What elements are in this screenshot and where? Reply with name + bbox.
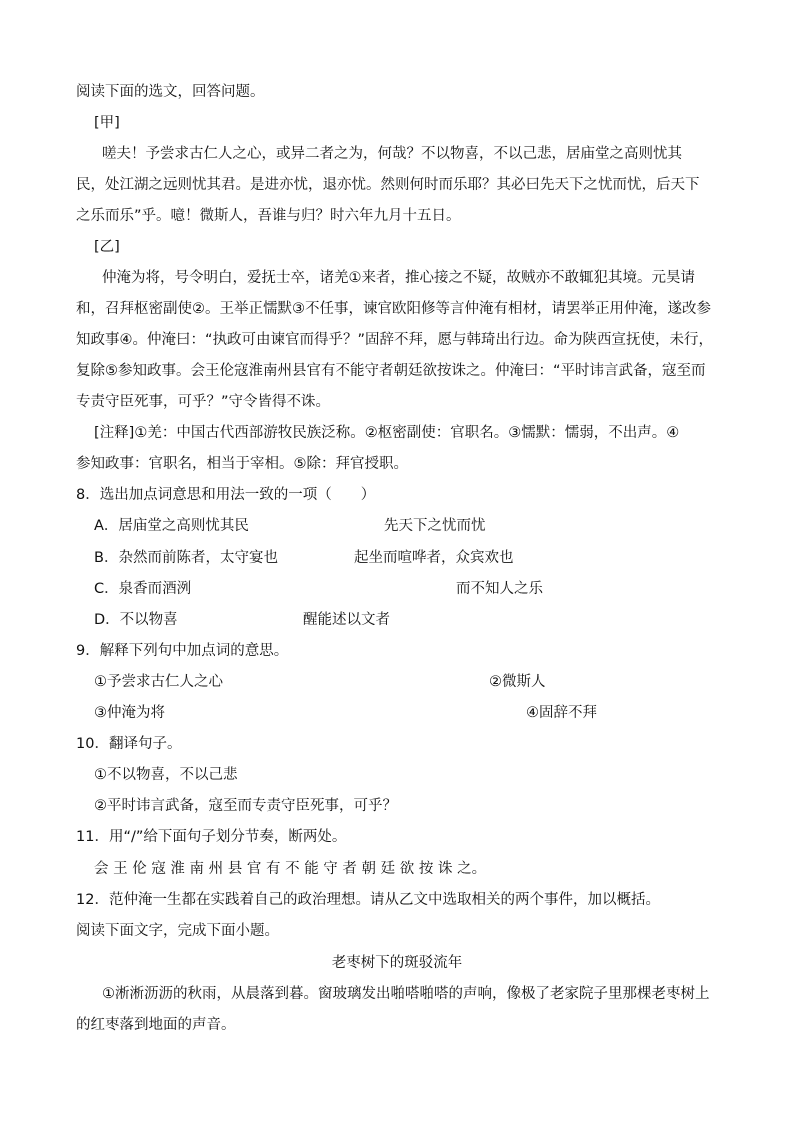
passage-yi-line: 和，召拜枢密副使②。王举正懦默③不任事，谏官欧阳修等言仲淹有相材，请罢举正用仲淹，遂改参	[76, 301, 711, 317]
passage-jia-label: [甲]	[94, 115, 120, 131]
annotation-line: [注释]①羌：中国古代西部游牧民族泛称。②枢密副使：官职名。③懦默：懦弱，不出声。④	[94, 425, 680, 441]
passage-yi-line: 复除⑤参知政事。会王伦寇淮南州县官有不能守者朝廷欲按诛之。仲淹曰：“平时讳言武备，寇至而	[76, 363, 706, 379]
question-8-option-a-pair: 先天下之忧而忧	[384, 518, 486, 534]
passage-yi-line: 知政事④。仲淹曰：“执政可由谏官而得乎？”固辞不拜，愿与韩琦出行边。命为陕西宣抚使，未行，	[76, 332, 714, 348]
question-11-stem: 11．用“/”给下面句子划分节奏，断两处。	[76, 829, 347, 845]
question-11-sentence: 会 王 伦 寇 淮 南 州 县 官 有 不 能 守 者 朝 廷 欲 按 诛 之。	[94, 861, 487, 877]
article-line: ①淅淅沥沥的秋雨，从晨落到暮。窗玻璃发出啪嗒啪嗒的声响，像极了老家院子里那棵老枣树上	[102, 986, 710, 1002]
passage-jia-line: 之乐而乐”乎。噫！微斯人，吾谁与归？时六年九月十五日。	[76, 208, 461, 224]
question-8-option-a: A．居庙堂之高则忧其民	[94, 518, 249, 534]
question-10-item: ①不以物喜，不以己悲	[94, 767, 238, 783]
passage-jia-line: 嗟夫！予尝求古仁人之心，或异二者之为，何哉？不以物喜，不以己悲，居庙堂之高则忧其	[102, 146, 682, 162]
question-9-stem: 9．解释下列句中加点词的意思。	[76, 643, 289, 659]
article-title: 老枣树下的斑驳流年	[331, 955, 463, 971]
question-9-item: ③仲淹为将	[94, 705, 165, 721]
annotation-line: 参知政事：官职名，相当于宰相。⑤除：拜官授职。	[76, 456, 408, 472]
article-line: 的红枣落到地面的声音。	[76, 1017, 236, 1033]
question-12-stem: 12．范仲淹一生都在实践着自己的政治理想。请从乙文中选取相关的两个事件，加以概括。	[76, 892, 660, 908]
passage-jia-line: 民，处江湖之远则忧其君。是进亦忧，退亦忧。然则何时而乐耶？其必曰先天下之忧而忧，后天下	[76, 177, 700, 193]
question-8-option-d: D．不以物喜	[94, 612, 178, 628]
reading-2-intro: 阅读下面文字，完成下面小题。	[76, 923, 279, 939]
question-9-item: ②微斯人	[489, 674, 546, 690]
question-9-item: ④固辞不拜	[526, 705, 597, 721]
question-9-item: ①予尝求古仁人之心	[94, 674, 223, 690]
question-10-item: ②平时讳言武备，寇至而专责守臣死事，可乎？	[94, 798, 397, 814]
question-8-stem: 8．选出加点词意思和用法一致的一项（ ）	[76, 487, 376, 503]
question-8-option-b-pair: 起坐而喧哗者，众宾欢也	[354, 550, 514, 566]
question-8-option-b: B．杂然而前陈者，太守宴也	[94, 550, 278, 566]
passage-yi-line: 仲淹为将，号令明白，爱抚士卒，诸羌①来者，推心接之不疑，故贼亦不敢辄犯其境。元昊请	[102, 270, 695, 286]
passage-yi-line: 专责守臣死事，可乎？”守令皆得不诛。	[76, 394, 331, 410]
question-10-stem: 10．翻译句子。	[76, 736, 182, 752]
reading-intro: 阅读下面的选文，回答问题。	[76, 84, 265, 100]
question-8-option-c: C．泉香而酒洌	[94, 581, 192, 597]
question-8-option-d-pair: 醒能述以文者	[303, 612, 390, 628]
passage-yi-label: [乙]	[94, 239, 120, 255]
question-8-option-c-pair: 而不知人之乐	[456, 581, 543, 597]
